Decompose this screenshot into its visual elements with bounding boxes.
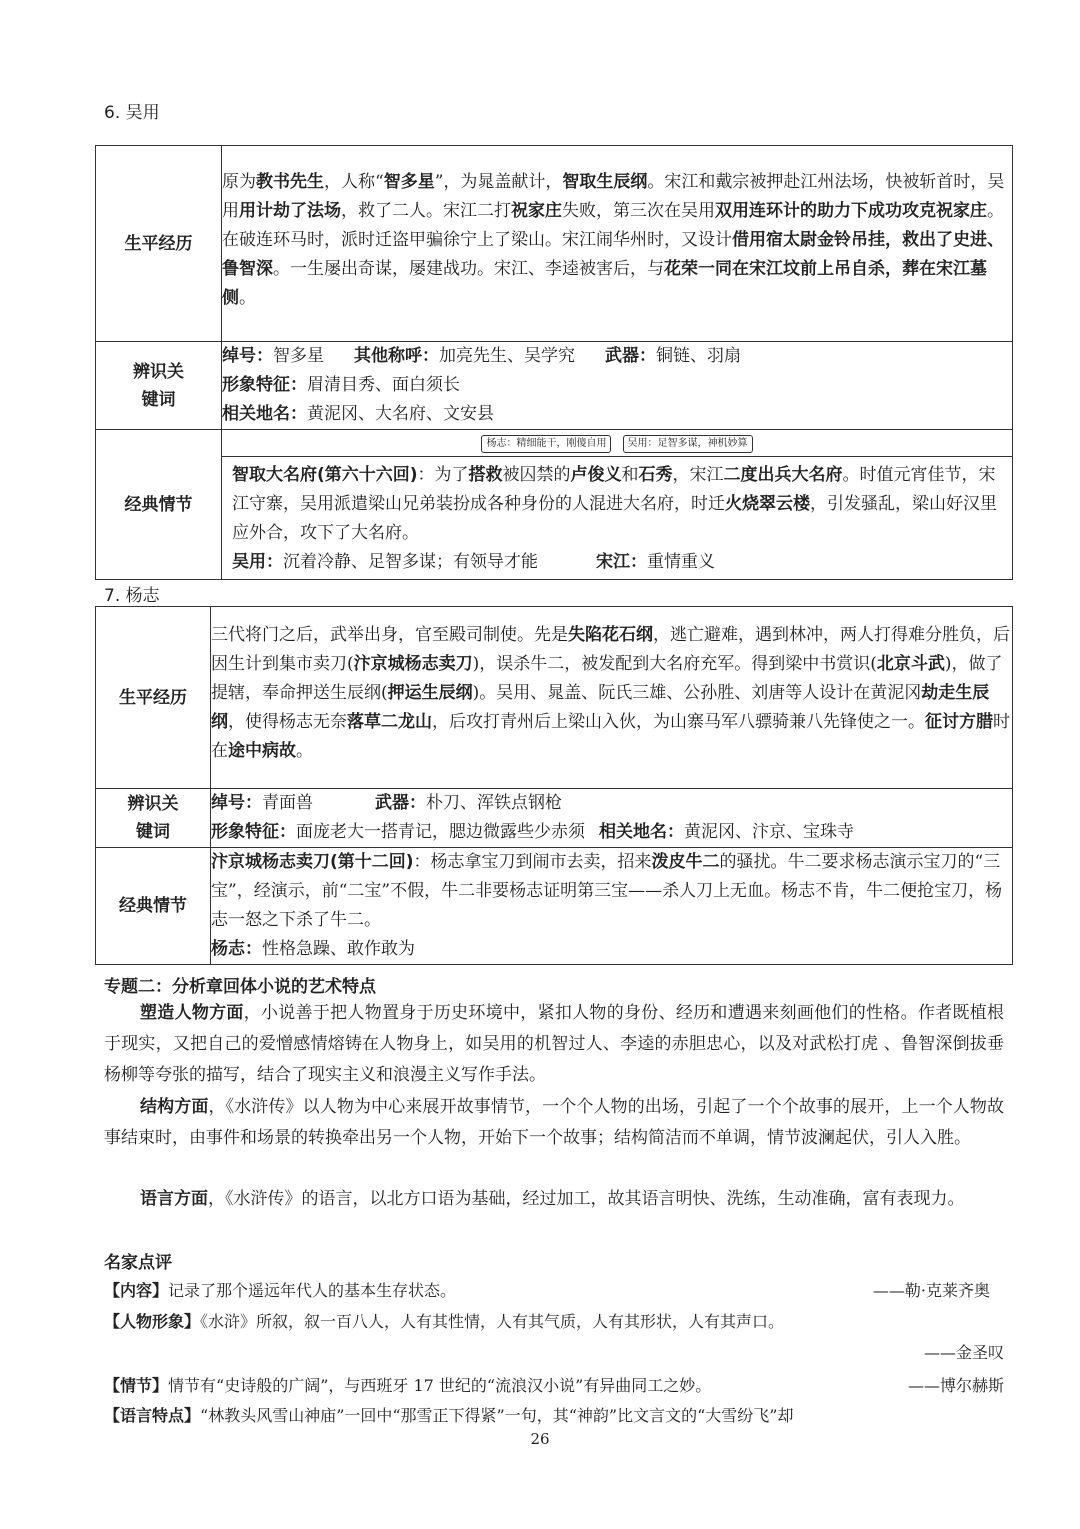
bold-text: 石秀: [638, 465, 673, 485]
tag-yang-zhi: 杨志：精细能干，刚傻自用: [481, 435, 611, 453]
keys-label: 辨识关 键词: [96, 342, 222, 430]
eval-label: 杨志：: [211, 939, 262, 959]
review-plot: [104, 1371, 1004, 1401]
paragraph-text: ，小说善于把人物置身于历史环境中，紧扣人物的身份、经历和遭遇来刻画他们的性格。作者既植根于现实，又把自己的爱憎感情熔铸在人物身上，如吴用的机智过人、李逵的赤胆忠心，以及对武松打虎 、鲁智深倒拔垂杨柳等夸张的描写，结合了现实主义和浪漫主义写作手法。: [104, 1003, 1005, 1085]
topic-2-paragraph-2: [104, 1092, 1004, 1154]
places: 黄泥冈、汴京、宝珠寺: [684, 822, 854, 842]
wu-yong-life: [222, 146, 1013, 342]
plot-text: [232, 461, 1002, 548]
bold-text: 汴京城杨志卖刀: [353, 654, 473, 674]
bold-text: 征讨方腊: [925, 712, 993, 732]
places-label: 相关地名：: [599, 822, 684, 842]
reviews-title: 名家点评: [104, 1253, 172, 1273]
topic-2-paragraph-1: [104, 998, 1004, 1091]
topic-2-paragraph-3: [104, 1184, 1004, 1215]
plot-text: [211, 848, 1012, 935]
yang-zhi-life: [211, 607, 1013, 789]
text: 原为: [222, 172, 256, 192]
weapon-label: 武器：: [375, 793, 426, 813]
text: 。一生屡出奇谋，屡建战功。宋江、李逵被害后，与: [273, 259, 664, 279]
eval-text-2: 重情重义: [647, 552, 715, 572]
bold-text: 教书先生: [256, 172, 324, 192]
eval-label-2: 宋江：: [596, 552, 647, 572]
review-label: 【内容】: [104, 1281, 169, 1300]
bold-text: 北京斗武: [876, 654, 945, 674]
bold-text: 失陷花石纲: [568, 625, 653, 645]
life-label: 生平经历: [96, 607, 211, 789]
bold-text: 泼皮牛二: [651, 852, 720, 872]
tag-line: [222, 430, 1012, 457]
eval-text: 沉着冷静、足智多谋；有领导才能: [283, 552, 538, 572]
bold-text: 落草二龙山: [347, 712, 432, 732]
bold-text: 智多星: [383, 172, 435, 192]
bold-text: 卢俊义: [570, 465, 622, 485]
text: ：为了: [417, 465, 469, 485]
topic-2-title: 专题二：分析章回体小说的艺术特点: [104, 977, 376, 997]
yang-zhi-keywords: [211, 789, 1013, 848]
review-text: 《水浒》所叙，叙一百八人，人有其性情，人有其气质，人有其形状，人有其声口。: [200, 1312, 785, 1331]
places: 黄泥冈、大名府、文安县: [307, 404, 494, 424]
text: ，宋江: [672, 465, 724, 485]
text: 。: [239, 288, 256, 308]
paragraph-text: ，《水浒传》的语言，以北方口语为基础，经过加工，故其语言明快、洗练，生动准确，富有表现力。: [208, 1189, 965, 1209]
text: )。吴用、晁盖、阮氏三雄、公孙胜、刘唐等人设计在黄泥冈: [472, 683, 922, 703]
text: 。时值元宵佳节，宋江守寨，吴用派遣梁山兄弟装扮成各种身份的人混进大名府，时迁: [232, 465, 996, 514]
text: 失败，第三次在吴用: [562, 201, 715, 221]
weapon: 朴刀、浑铁点钢枪: [426, 793, 562, 813]
appearance-label: 形象特征：: [222, 375, 307, 395]
text: 三代将门之后，武举出身，官至殿司制使。先是: [211, 625, 568, 645]
appearance-label: 形象特征：: [211, 822, 296, 842]
text: 时在: [211, 712, 1010, 761]
text: ：杨志拿宝刀到闹市去卖，招来: [413, 852, 652, 872]
bold-text: 押运生辰纲: [387, 683, 473, 703]
bold-text: 智取大名府(第六十六回): [232, 465, 418, 485]
section-6-title: 6. 吴用: [104, 103, 160, 123]
weapon-label: 武器：: [605, 346, 656, 366]
bold-text: 搭救: [468, 465, 503, 485]
bold-text: 借用宿太尉金铃吊挂，救出了史进、鲁智深: [222, 230, 1004, 279]
text: 和: [621, 465, 639, 485]
text: ”，为晁盖献计，: [434, 172, 563, 192]
plot-label: 经典情节: [96, 430, 222, 580]
text: ，逃亡避难，遇到林冲，两人打得难分胜负，后因生计到集市卖刀(: [211, 625, 1010, 674]
paragraph-head: 语言方面: [140, 1189, 208, 1209]
review-label: 【情节】: [104, 1376, 169, 1395]
bold-text: 花荣一同在宋江坟前上吊自杀，葬在宋江墓侧: [222, 259, 987, 308]
review-content: [104, 1276, 1004, 1306]
text: ，使得杨志无奈: [228, 712, 347, 732]
review-author: ——博尔赫斯: [907, 1376, 1004, 1395]
review-label: 【语言特点】: [104, 1406, 201, 1425]
text: )，误杀牛二，被发配到大名府充军。得到梁中书赏识(: [472, 654, 877, 674]
review-text: 记录了那个遥远年代人的基本生存状态。: [168, 1281, 457, 1300]
review-label: 【人物形象】: [104, 1312, 201, 1331]
nickname: 青面兽: [262, 793, 313, 813]
bold-text: 双用连环计的助力下成功攻克祝家庄: [715, 201, 987, 221]
paragraph-head: 塑造人物方面: [140, 1003, 244, 1023]
wu-yong-keywords: [222, 342, 1013, 430]
bold-text: 二度出兵大名府: [723, 465, 843, 485]
plot-label: 经典情节: [96, 848, 211, 965]
section-7-title: 7. 杨志: [104, 586, 160, 606]
paragraph-text: ，《水浒传》以人物为中心来展开故事情节，一个个人物的出场，引起了一个个故事的展开，上一个人物故事结束时，由事件和场景的转换牵出另一个人物，开始下一个故事；结构简洁而不单调，情节波澜起伏，引人入胜。: [104, 1097, 1005, 1148]
text: )，做了提辖，奉命押送生辰纲(: [211, 654, 1003, 703]
appearance: 眉清目秀、面白须长: [307, 375, 460, 395]
bold-text: 智取生辰纲: [562, 172, 648, 192]
review-text: “林教头风雪山神庙”一回中“那雪正下得紧”一句，其“神韵”比文言文的“大雪纷飞”却: [200, 1406, 794, 1425]
tag-wu-yong: 吴用：足智多谋，神机妙算: [623, 435, 753, 453]
wu-yong-plot: [222, 430, 1013, 580]
nickname: 智多星: [273, 346, 324, 366]
text: 。: [296, 741, 313, 761]
eval-text: 性格急躁、敢作敢为: [262, 939, 415, 959]
review-characters: [104, 1307, 1004, 1337]
review-author: ——勒·克莱齐奥: [872, 1281, 990, 1300]
bold-text: 用计劫了法场: [239, 201, 341, 221]
wu-yong-table: [95, 145, 1013, 580]
text: 的骚扰。牛二要求杨志演示宝刀的“三宝”，经演示，前“二宝”不假，牛二非要杨志证明第三宝——杀人刀上无血。杨志不肯，牛二便抢宝刀，杨志一怒之下杀了牛二。: [211, 852, 1003, 930]
yang-zhi-plot: [211, 848, 1013, 965]
bold-text: 祝家庄: [511, 201, 562, 221]
yang-zhi-table: [95, 606, 1013, 965]
nickname-label: 绰号：: [222, 346, 273, 366]
text: 。宋江和戴宗被押赴江州法场，快被斩首时，吴用: [222, 172, 1005, 221]
review-author: ——金圣叹: [923, 1343, 1004, 1362]
places-label: 相关地名：: [222, 404, 307, 424]
nickname-label: 绰号：: [211, 793, 262, 813]
text: ，人称“: [324, 172, 384, 192]
other-names: 加亮先生、吴学究: [439, 346, 575, 366]
eval-label: 吴用：: [232, 552, 283, 572]
life-label: 生平经历: [96, 146, 222, 342]
text: ，救了二人。宋江二打: [341, 201, 511, 221]
weapon: 铜链、羽扇: [656, 346, 741, 366]
keys-label: 辨识关 键词: [96, 789, 211, 848]
other-names-label: 其他称呼：: [354, 346, 439, 366]
bold-text: 劫走生辰纲: [211, 683, 990, 732]
review-text: 情节有“史诗般的广阔”，与西班牙 17 世纪的“流浪汉小说”有异曲同工之妙。: [168, 1376, 712, 1395]
page-number: 26: [530, 1430, 550, 1448]
text: 被囚禁的: [502, 465, 571, 485]
bold-text: 火烧翠云楼: [725, 494, 810, 514]
text: ，后攻打青州后上梁山入伙，为山寨马军八骠骑兼八先锋使之一。: [432, 712, 925, 732]
paragraph-head: 结构方面: [140, 1097, 209, 1117]
bold-text: 途中病故: [228, 741, 296, 761]
text: 。在破连环马时，派时迁盗甲骗徐宁上了梁山。宋江闹华州时，又设计: [222, 201, 1004, 250]
bold-text: 汴京城杨志卖刀(第十二回): [211, 852, 414, 872]
review-author-line: [104, 1338, 1004, 1368]
text: ，引发骚乱，梁山好汉里应外合，攻下了大名府。: [232, 494, 997, 543]
appearance: 面庞老大一搭青记，腮边微露些少赤须: [296, 822, 585, 842]
review-language: [104, 1401, 1004, 1431]
